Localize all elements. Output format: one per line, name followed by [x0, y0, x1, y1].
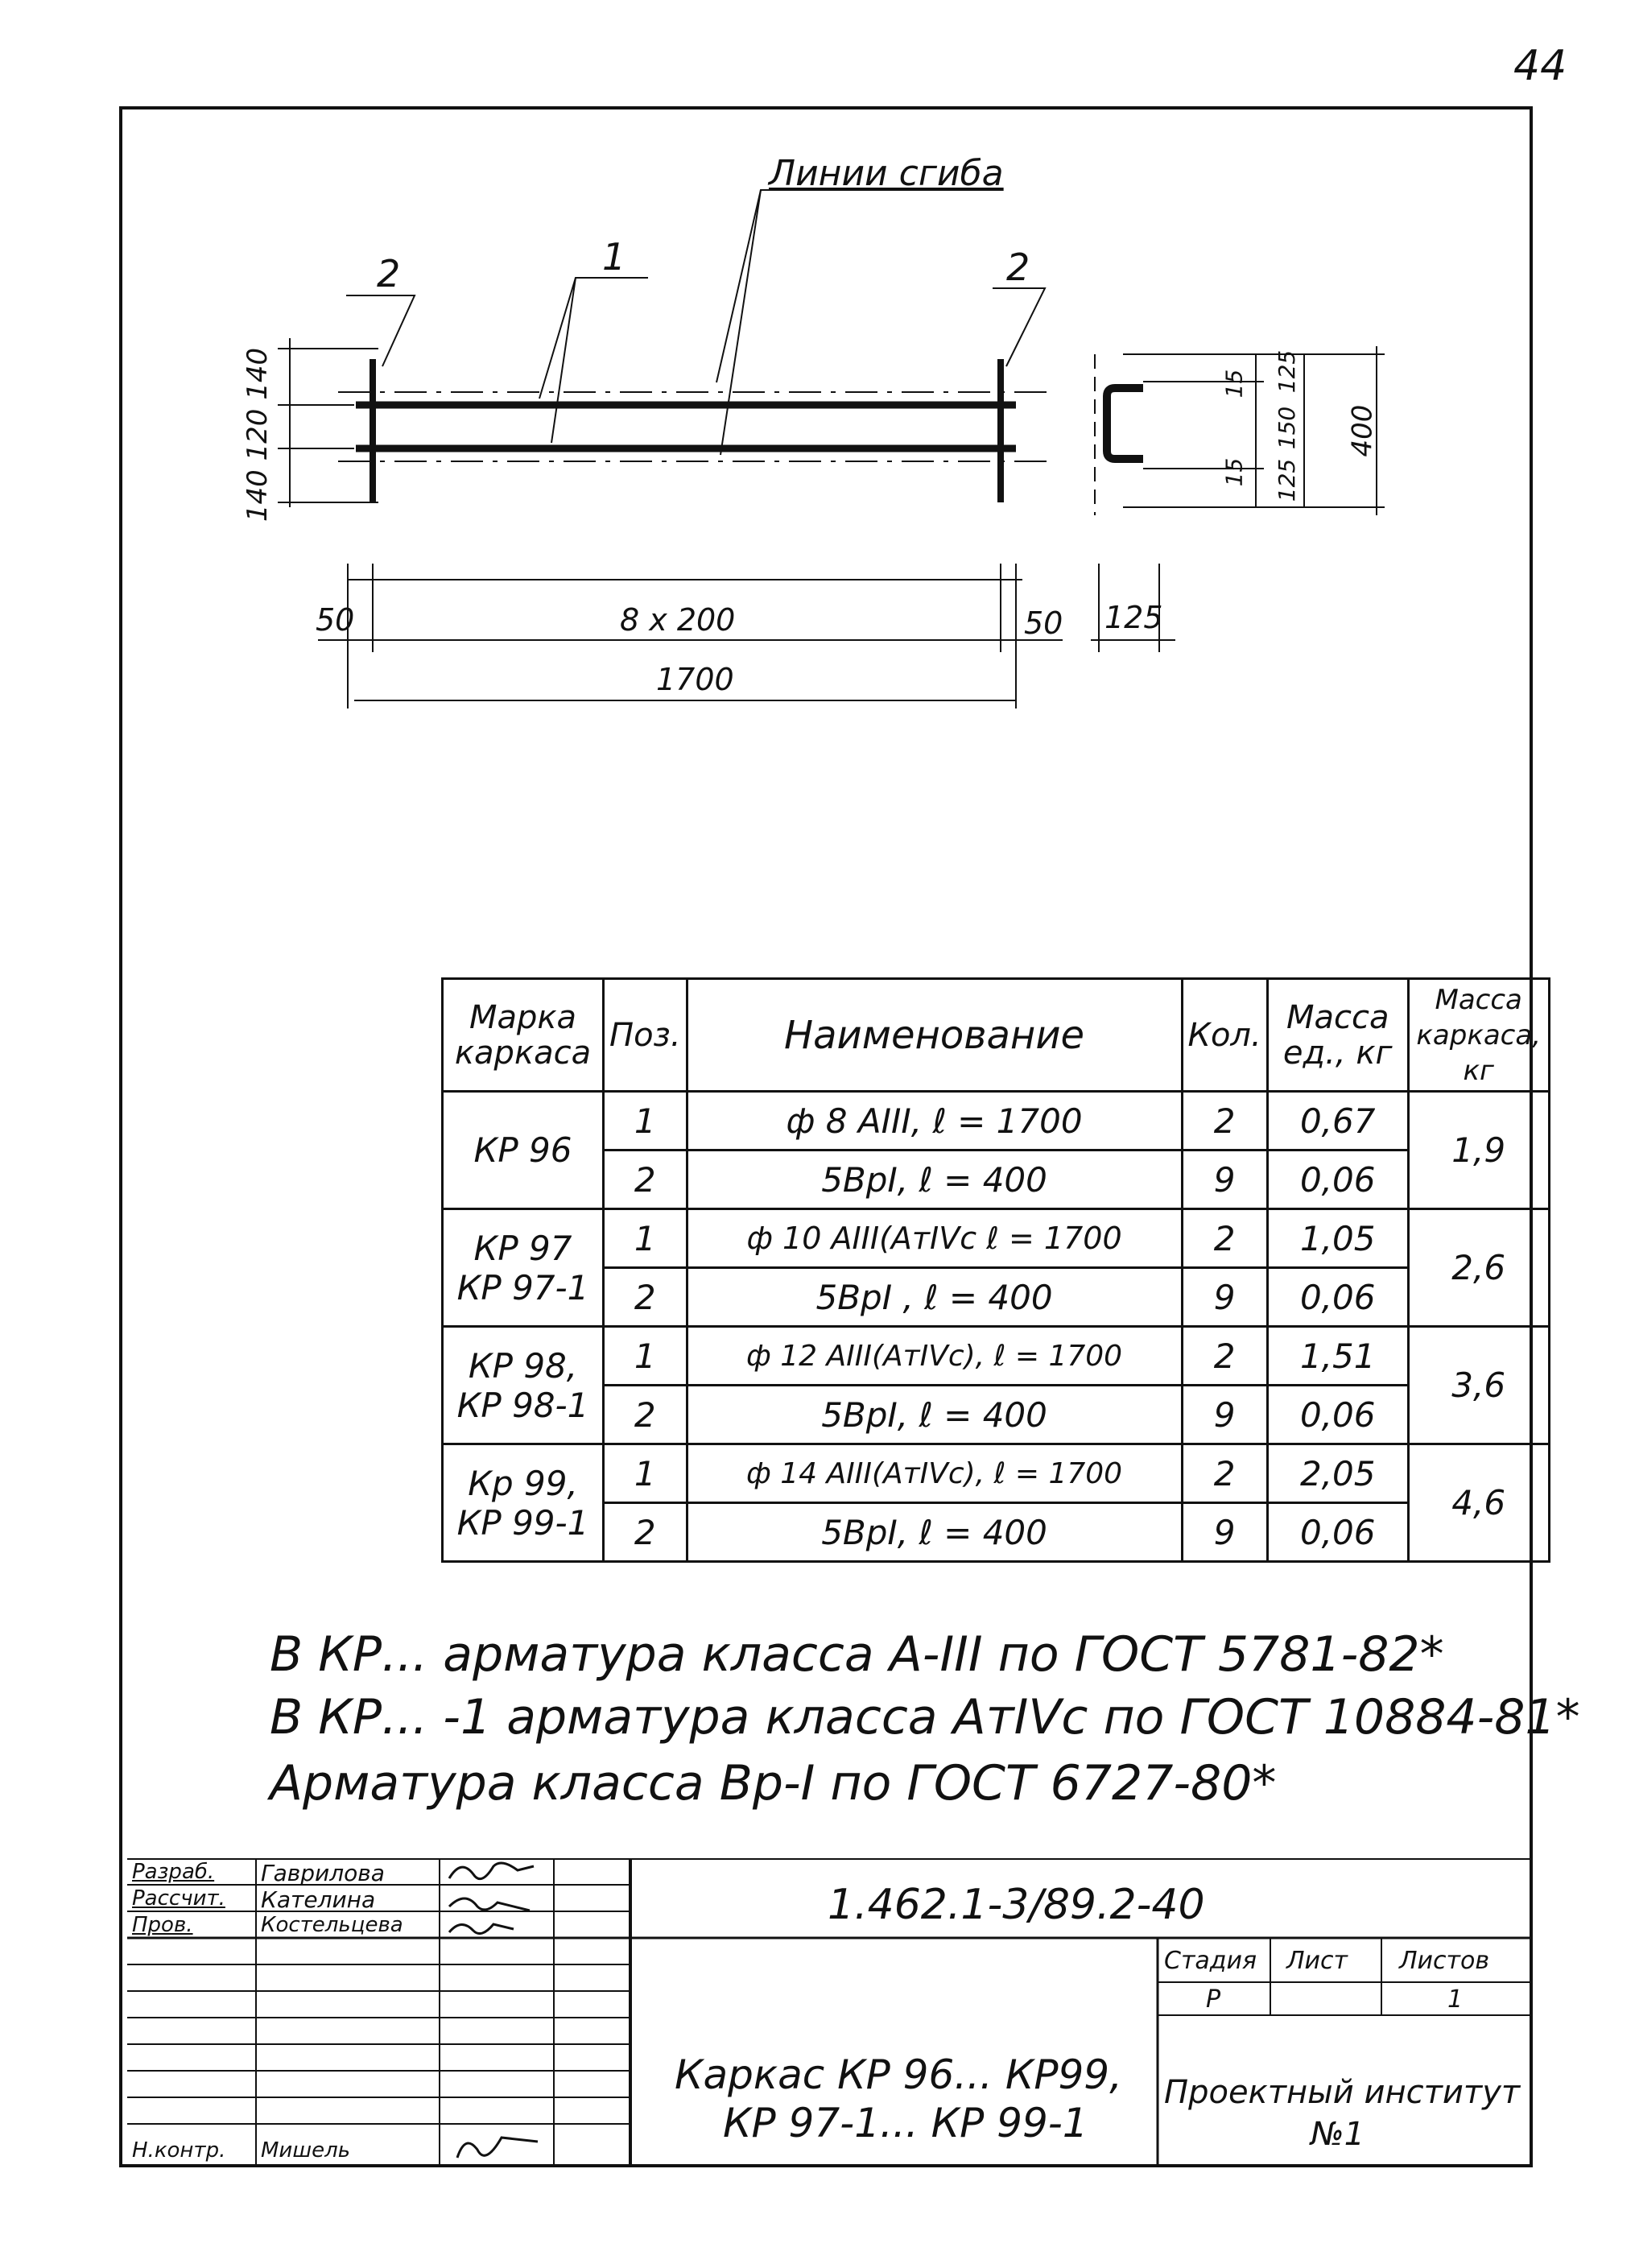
dim-left-vertical: 140 120 140	[242, 347, 274, 523]
cell-mark: КР 96	[443, 1092, 604, 1209]
cell-mark: КР 98, КР 98-1	[443, 1327, 604, 1444]
drawing-title-line-1: Каркас КР 96... КР99,	[675, 2051, 1123, 2098]
table-row	[443, 1268, 1550, 1327]
cell-name: ф 14 АIII(АтIVс), ℓ = 1700	[687, 1444, 1182, 1503]
cell-pos: 2	[604, 1386, 687, 1444]
header-mass-unit: Масса ед., кг	[1267, 979, 1408, 1092]
cell-name: 5ВрI , ℓ = 400	[687, 1268, 1182, 1327]
role-norm-control: Н.контр.	[132, 2138, 226, 2163]
cell-mass: 2,05	[1267, 1444, 1408, 1503]
cell-mass: 0,06	[1267, 1503, 1408, 1562]
table-row	[443, 1327, 1550, 1386]
section-dim-150: 150	[1274, 406, 1301, 450]
dim-50-right: 50	[1024, 605, 1063, 641]
dim-125: 125	[1104, 600, 1163, 635]
cell-mass: 0,06	[1267, 1151, 1408, 1209]
cell-pos: 2	[604, 1503, 687, 1562]
cell-frame-mass: 3,6	[1408, 1327, 1549, 1444]
title-block	[127, 1858, 1531, 2166]
cell-qty: 2	[1182, 1444, 1267, 1503]
section-dim-125-bottom: 125	[1274, 458, 1301, 502]
header-name: Наименование	[687, 979, 1182, 1092]
signatures	[127, 1858, 1531, 2166]
cell-qty: 9	[1182, 1503, 1267, 1562]
cell-pos: 2	[604, 1151, 687, 1209]
table-row	[443, 1092, 1550, 1151]
document-code: 1.462.1-3/89.2-40	[828, 1881, 1205, 1929]
table-row	[443, 1503, 1550, 1562]
cell-mark: Кр 99, КР 99-1	[443, 1444, 604, 1562]
table-row	[443, 1444, 1550, 1503]
cell-name: 5ВрI, ℓ = 400	[687, 1503, 1182, 1562]
section-dim-15-bottom: 15	[1220, 457, 1248, 487]
cell-pos: 1	[604, 1327, 687, 1386]
header-pos: Поз.	[604, 979, 687, 1092]
cell-mark: КР 97 КР 97-1	[443, 1209, 604, 1327]
drawing-title-line-2: КР 97-1... КР 99-1	[723, 2100, 1088, 2146]
cell-pos: 2	[604, 1268, 687, 1327]
page-number: 44	[1513, 42, 1567, 90]
sheets-label: Листов	[1399, 1947, 1490, 1975]
dim-1700: 1700	[656, 662, 734, 697]
table-row	[443, 1151, 1550, 1209]
section-dim-125-top: 125	[1274, 349, 1301, 394]
stage-label: Стадия	[1164, 1947, 1257, 1975]
cell-qty: 2	[1182, 1209, 1267, 1268]
name-checked: Костельцева	[261, 1913, 403, 1937]
cell-frame-mass: 1,9	[1408, 1092, 1549, 1209]
note-line-1: В КР... арматура класса А-III по ГОСТ 5781-82*	[270, 1626, 1444, 1683]
cell-qty: 9	[1182, 1151, 1267, 1209]
pos2-left-label: 2	[377, 252, 401, 295]
sheets-value: 1	[1447, 1985, 1464, 2014]
cell-name: 5ВрI, ℓ = 400	[687, 1386, 1182, 1444]
cell-name: ф 12 АIII(АтIVс), ℓ = 1700	[687, 1327, 1182, 1386]
dim-8x200: 8 x 200	[620, 602, 736, 638]
header-mark: Марка каркаса	[443, 979, 604, 1092]
name-norm-control: Мишель	[261, 2138, 351, 2163]
cell-qty: 2	[1182, 1327, 1267, 1386]
table-row	[443, 1209, 1550, 1268]
cell-pos: 1	[604, 1209, 687, 1268]
note-line-2: В КР... -1 арматура класса АтIVс по ГОСТ 10884-81*	[270, 1689, 1580, 1745]
cell-pos: 1	[604, 1444, 687, 1503]
table-header-row	[443, 979, 1550, 1092]
name-developer: Гаврилова	[261, 1860, 385, 1886]
cell-name: ф 8 АIII, ℓ = 1700	[687, 1092, 1182, 1151]
header-mass-frame: Масса каркаса, кг	[1408, 979, 1549, 1092]
cell-mass: 0,06	[1267, 1386, 1408, 1444]
cell-name: ф 10 АIII(АтIVс ℓ = 1700	[687, 1209, 1182, 1268]
cell-name: 5ВрI, ℓ = 400	[687, 1151, 1182, 1209]
bend-leader	[716, 190, 997, 382]
dim-50-left: 50	[316, 602, 355, 638]
cell-mass: 1,51	[1267, 1327, 1408, 1386]
cell-frame-mass: 2,6	[1408, 1209, 1549, 1327]
section-dim-15-top: 15	[1220, 369, 1248, 399]
organization-line-2: №1	[1311, 2116, 1365, 2153]
header-qty: Кол.	[1182, 979, 1267, 1092]
cell-qty: 9	[1182, 1386, 1267, 1444]
organization-line-1: Проектный институт	[1164, 2074, 1521, 2111]
pos1-leader	[539, 278, 648, 399]
pos2-right-leader	[993, 288, 1045, 366]
pos1-label: 1	[602, 235, 626, 279]
cell-qty: 9	[1182, 1268, 1267, 1327]
specification-table	[441, 977, 1550, 1563]
section-bar	[1107, 388, 1143, 459]
role-developer: Разраб.	[132, 1860, 215, 1884]
cell-mass: 0,67	[1267, 1092, 1408, 1151]
cell-pos: 1	[604, 1092, 687, 1151]
section-dim-400: 400	[1346, 404, 1379, 457]
stage-value: Р	[1206, 1985, 1221, 2014]
pos2-right-label: 2	[1006, 246, 1030, 289]
pos2-left-leader	[346, 295, 415, 366]
role-calculated: Рассчит.	[132, 1886, 225, 1911]
cell-mass: 0,06	[1267, 1268, 1408, 1327]
cell-frame-mass: 4,6	[1408, 1444, 1549, 1562]
cell-qty: 2	[1182, 1092, 1267, 1151]
name-calculated: Кателина	[261, 1886, 376, 1913]
note-line-3: Арматура класса Вр-I по ГОСТ 6727-80*	[270, 1755, 1277, 1812]
table-row	[443, 1386, 1550, 1444]
cell-mass: 1,05	[1267, 1209, 1408, 1268]
sheet-label: Лист	[1286, 1947, 1348, 1975]
role-checked: Пров.	[132, 1913, 193, 1937]
bend-lines-label: Линии сгиба	[769, 153, 1004, 194]
